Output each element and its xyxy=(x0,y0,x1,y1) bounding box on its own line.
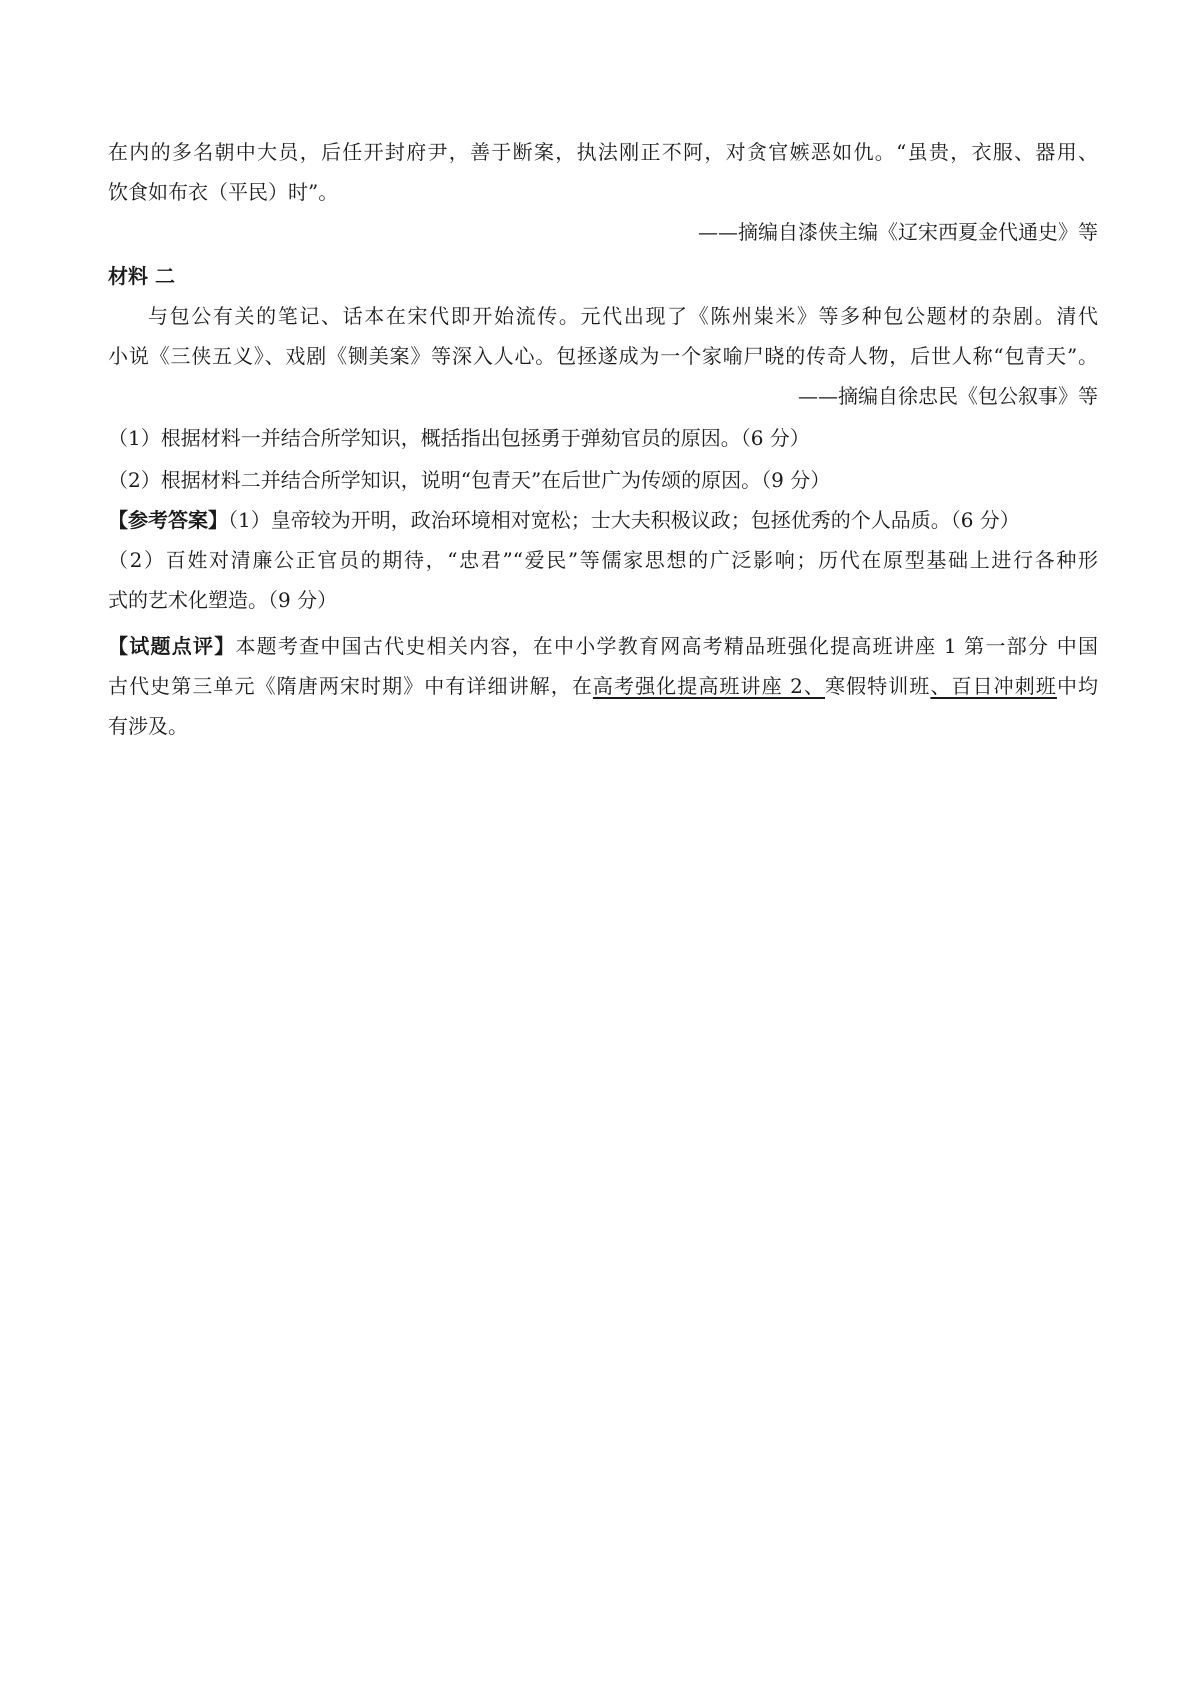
material-one-line-2: 饮食如布衣（平民）时”。 xyxy=(108,180,339,204)
comment-text-2a: 古代史第三单元《隋唐两宋时期》中有详细讲解，在 xyxy=(108,674,593,698)
comment-text-2b: 寒假特训班 xyxy=(825,674,931,698)
material-one-line-1: 在内的多名朝中大员，后任开封府尹，善于断案，执法刚正不阿，对贪官嫉恶如仇。“虽贵，衣服、器用、 xyxy=(108,140,1098,164)
course-link-lecture-2[interactable]: 高考强化提高班讲座 2、 xyxy=(592,674,826,698)
answer-line-1 xyxy=(108,500,1098,540)
comment-block xyxy=(108,626,1098,746)
material-two-source: ——摘编自徐忠民《包公叙事》等 xyxy=(798,384,1098,408)
comment-text-2c: 中均 xyxy=(1056,674,1099,698)
material-one-text xyxy=(108,132,1098,212)
answer-part-1: （1）皇帝较为开明，政治环境相对宽松；士大夫积极议政；包拯优秀的个人品质。（6 分） xyxy=(228,508,1020,532)
comment-line-3: 有涉及。 xyxy=(108,714,188,738)
material-one-source: ——摘编自漆侠主编《辽宋西夏金代通史》等 xyxy=(698,220,1098,244)
material-two-heading: 材料 二 xyxy=(108,264,175,288)
comment-text-1: 本题考查中国古代史相关内容，在中小学教育网高考精品班强化提高班讲座 1 第一部分 中国 xyxy=(235,634,1099,658)
comment-label: 【试题点评】 xyxy=(108,634,236,658)
comment-line-2 xyxy=(108,666,1098,706)
question-1: （1）根据材料一并结合所学知识，概括指出包拯勇于弹劾官员的原因。（6 分） xyxy=(108,426,810,450)
answer-label: 【参考答案】 xyxy=(108,508,228,532)
comment-line-1 xyxy=(108,626,1098,666)
material-two-line-2: 小说《三侠五义》、戏剧《铡美案》等深入人心。包拯遂成为一个家喻尸晓的传奇人物，后世人称“包青天”。 xyxy=(108,344,1098,368)
answer-part-2-line-1: （2）百姓对清廉公正官员的期待，“忠君”“爱民”等儒家思想的广泛影响；历代在原型基础上进行各种形 xyxy=(108,548,1098,572)
document-page xyxy=(108,132,1098,746)
answer-part-2-line-2: 式的艺术化塑造。（9 分） xyxy=(108,588,338,612)
course-link-sprint-class[interactable]: 、百日冲刺班 xyxy=(930,674,1057,698)
material-two-text xyxy=(108,296,1098,376)
material-two-line-1: 与包公有关的笔记、话本在宋代即开始流传。元代出现了《陈州粜米》等多种包公题材的杂剧。清代 xyxy=(148,304,1098,328)
question-2: （2）根据材料二并结合所学知识，说明“包青天”在后世广为传颂的原因。（9 分） xyxy=(108,468,831,492)
answer-part-2 xyxy=(108,540,1098,620)
